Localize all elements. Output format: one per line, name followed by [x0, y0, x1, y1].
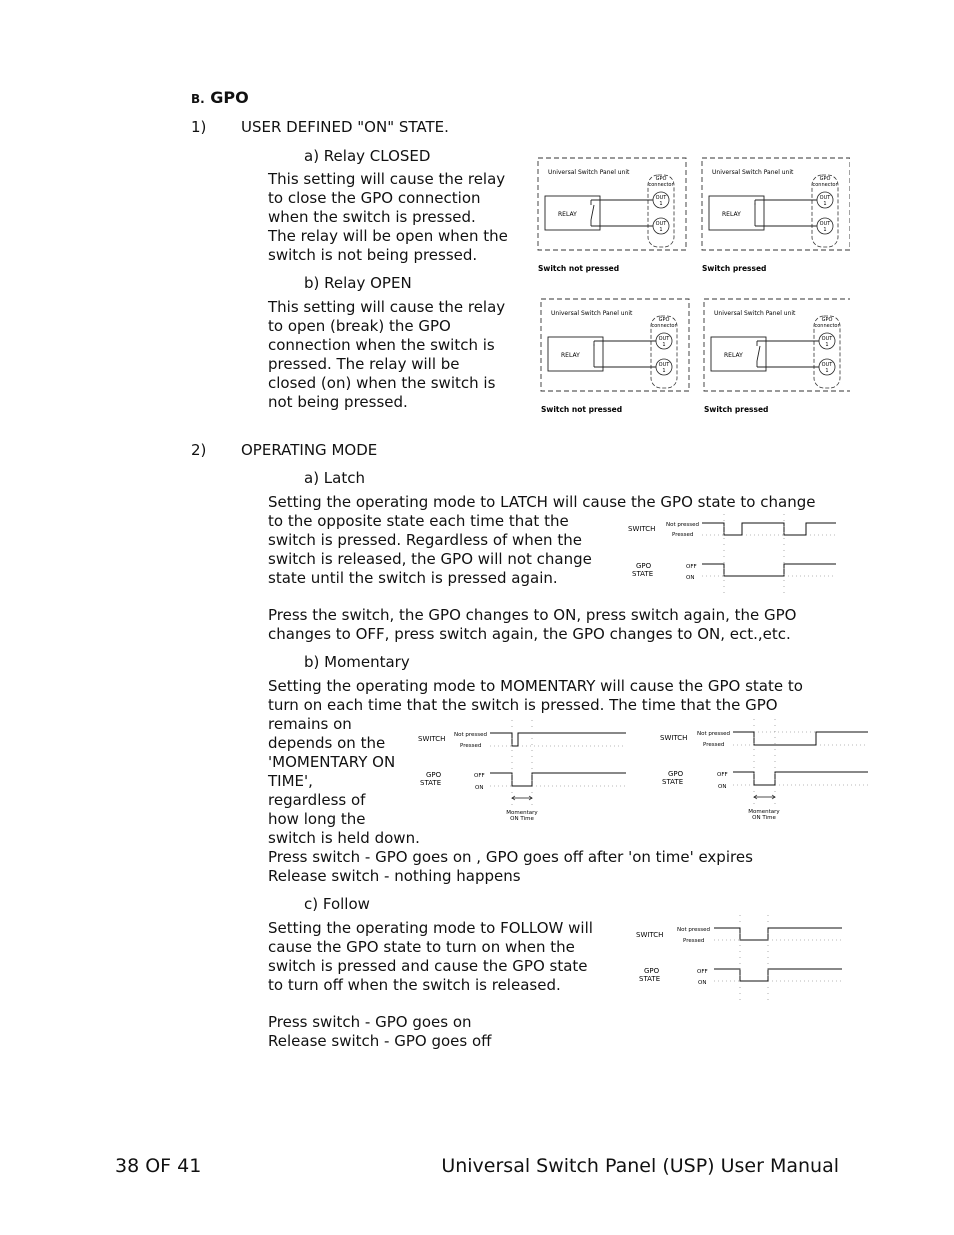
gpo-label: GPO: [655, 176, 667, 182]
gpo-label: GPO: [819, 176, 831, 182]
on-label: ON: [686, 575, 695, 581]
gpo-label: GPO: [426, 771, 442, 779]
unit-label: Universal Switch Panel unit: [712, 169, 794, 176]
switch-label: SWITCH: [636, 931, 664, 939]
text-line: Release switch - GPO goes off: [268, 1032, 492, 1050]
out-number: 1: [823, 201, 827, 207]
momentary-label: Momentary: [748, 809, 780, 815]
item-2-title: OPERATING MODE: [241, 441, 378, 459]
diagram-closed-pressed: [702, 158, 850, 273]
on-label: ON: [698, 980, 707, 986]
gpo-label: GPO: [668, 770, 684, 778]
caption: Switch not pressed: [541, 405, 623, 414]
unit-label: Universal Switch Panel unit: [714, 310, 796, 317]
text-line: switch is pressed. Regardless of when the: [268, 531, 582, 549]
momentary-after-text: [268, 829, 753, 886]
latch-after-text: [268, 606, 796, 644]
switch-label: SWITCH: [628, 525, 656, 533]
on-time-label: ON Time: [752, 815, 776, 821]
unit-label: Universal Switch Panel unit: [548, 169, 630, 176]
relay-label: RELAY: [561, 352, 580, 359]
not-pressed-label: Not pressed: [697, 731, 731, 737]
text-line: switch is not being pressed.: [268, 246, 478, 264]
state-label: STATE: [662, 778, 684, 786]
section-letter: B.: [191, 92, 205, 106]
text-line: Press switch - GPO goes on , GPO goes off after 'on time' expires: [268, 848, 753, 866]
text-line: not being pressed.: [268, 393, 408, 411]
relay-label: RELAY: [558, 211, 577, 218]
off-label: OFF: [697, 969, 708, 975]
text-line: to open (break) the GPO: [268, 317, 451, 335]
out-number: 1: [659, 201, 663, 207]
relay-open-title: b) Relay OPEN: [304, 274, 412, 292]
follow-after-text: [268, 1013, 491, 1051]
text-line: closed (on) when the switch is: [268, 374, 496, 392]
text-line: Setting the operating mode to MOMENTARY will cause the GPO state to: [268, 677, 803, 695]
text-line: TIME',: [268, 772, 313, 790]
text-line: changes to OFF, press switch again, the GPO changes to ON, ect.,etc.: [268, 625, 791, 643]
text-line: switch is released, the GPO will not change: [268, 550, 592, 568]
momentary-title: b) Momentary: [304, 653, 410, 671]
on-label: ON: [475, 785, 484, 791]
text-line: switch is pressed and cause the GPO state: [268, 957, 588, 975]
latch-title: a) Latch: [304, 469, 365, 487]
out-label: OUT: [821, 362, 833, 368]
text-line: Setting the operating mode to FOLLOW will: [268, 919, 593, 937]
relay-label: RELAY: [722, 211, 741, 218]
off-label: OFF: [717, 772, 728, 778]
out-label: OUT: [658, 336, 670, 342]
connector-label: connector: [648, 182, 674, 188]
on-time-label: ON Time: [510, 816, 534, 822]
caption: Switch not pressed: [538, 264, 620, 273]
text-line: This setting will cause the relay: [268, 170, 506, 188]
momentary-intro: [268, 677, 803, 715]
pressed-label: Pressed: [703, 742, 725, 748]
text-line: remains on: [268, 715, 352, 733]
latch-text: [268, 512, 592, 588]
on-label: ON: [718, 784, 727, 790]
out-label: OUT: [819, 195, 831, 201]
out-label: OUT: [819, 221, 831, 227]
unit-label: Universal Switch Panel unit: [551, 310, 633, 317]
latch-intro: Setting the operating mode to LATCH will cause the GPO state to change: [268, 493, 816, 511]
state-label: STATE: [420, 779, 442, 787]
relay-closed-text: [268, 170, 508, 265]
out-label: OUT: [658, 362, 670, 368]
relay-label: RELAY: [724, 352, 743, 359]
momentary-narrow-text: [268, 715, 395, 829]
item-2-number: 2): [191, 441, 207, 459]
follow-title: c) Follow: [304, 895, 370, 913]
section-title: GPO: [210, 88, 249, 107]
out-label: OUT: [655, 195, 667, 201]
relay-closed-title: a) Relay CLOSED: [304, 147, 431, 165]
text-line: Press the switch, the GPO changes to ON, press switch again, the GPO: [268, 606, 797, 624]
gpo-label: GPO: [658, 317, 670, 323]
connector-label: connector: [812, 182, 838, 188]
item-1-number: 1): [191, 118, 207, 136]
connector-label: connector: [651, 323, 677, 329]
text-line: how long the: [268, 810, 366, 828]
text-line: to turn off when the switch is released.: [268, 976, 561, 994]
out-number: 1: [659, 227, 663, 233]
text-line: connection when the switch is: [268, 336, 495, 354]
text-line: when the switch is pressed.: [268, 208, 476, 226]
off-label: OFF: [474, 773, 485, 779]
not-pressed-label: Not pressed: [454, 732, 488, 738]
text-line: turn on each time that the switch is pressed. The time that the GPO: [268, 696, 778, 714]
text-line: Press switch - GPO goes on: [268, 1013, 472, 1031]
follow-timing-diagram: [632, 912, 848, 1002]
switch-label: SWITCH: [418, 735, 446, 743]
gpo-label: GPO: [644, 967, 660, 975]
text-line: 'MOMENTARY ON: [268, 753, 396, 771]
off-label: OFF: [686, 564, 697, 570]
text-line: The relay will be open when the: [268, 227, 508, 245]
follow-text: [268, 919, 593, 995]
text-line: Release switch - nothing happens: [268, 867, 521, 885]
page-number: 38 OF 41: [115, 1155, 202, 1177]
text-line: regardless of: [268, 791, 366, 809]
text-line: to the opposite state each time that the: [268, 512, 569, 530]
text-line: to close the GPO connection: [268, 189, 481, 207]
out-label: OUT: [821, 336, 833, 342]
relay-diagrams: [530, 150, 850, 420]
caption: Switch pressed: [702, 264, 767, 273]
not-pressed-label: Not pressed: [666, 522, 700, 528]
out-number: 1: [825, 342, 829, 348]
state-label: STATE: [639, 975, 661, 983]
pressed-label: Pressed: [672, 532, 694, 538]
caption: Switch pressed: [704, 405, 769, 414]
pressed-label: Pressed: [683, 938, 705, 944]
text-line: switch is held down.: [268, 829, 420, 847]
text-line: cause the GPO state to turn on when the: [268, 938, 575, 956]
gpo-label: GPO: [636, 562, 652, 570]
section-heading: [191, 88, 249, 107]
diagram-closed-not-pressed: [538, 158, 686, 273]
diagram-open-pressed: [704, 299, 850, 414]
switch-label: SWITCH: [660, 734, 688, 742]
out-number: 1: [823, 227, 827, 233]
out-label: OUT: [655, 221, 667, 227]
text-line: pressed. The relay will be: [268, 355, 460, 373]
text-line: This setting will cause the relay: [268, 298, 506, 316]
relay-open-text: [268, 298, 505, 412]
pressed-label: Pressed: [460, 743, 482, 749]
latch-timing-diagram: [624, 510, 844, 600]
momentary-timing-long-press: [656, 717, 872, 825]
out-number: 1: [662, 342, 666, 348]
momentary-label: Momentary: [506, 810, 538, 816]
momentary-timing-short-press: [414, 718, 634, 826]
out-number: 1: [662, 368, 666, 374]
state-label: STATE: [632, 570, 654, 578]
item-1-title: USER DEFINED "ON" STATE.: [241, 118, 449, 136]
gpo-label: GPO: [821, 317, 833, 323]
text-line: depends on the: [268, 734, 386, 752]
connector-label: connector: [814, 323, 840, 329]
text-line: state until the switch is pressed again.: [268, 569, 558, 587]
manual-title: Universal Switch Panel (USP) User Manual: [441, 1155, 839, 1177]
diagram-open-not-pressed: [541, 299, 689, 414]
out-number: 1: [825, 368, 829, 374]
not-pressed-label: Not pressed: [677, 927, 711, 933]
